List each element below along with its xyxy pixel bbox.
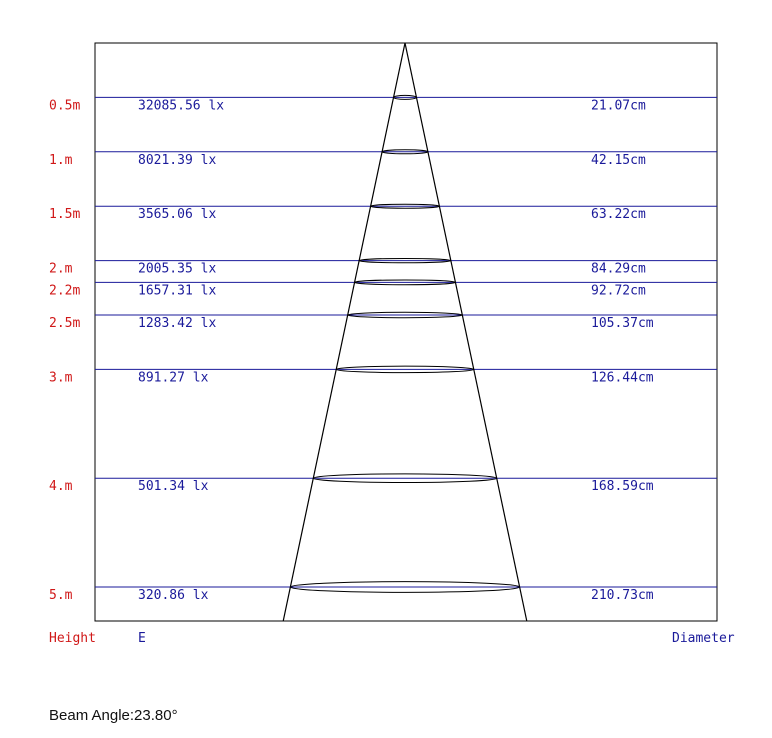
diameter-label: 105.37cm [591,316,654,331]
diameter-label: 63.22cm [591,207,646,223]
height-label: 0.5m [49,98,81,114]
height-column-label: Height [49,631,96,646]
height-label: 1.5m [49,207,81,223]
illuminance-label: 2005.35 lx [138,261,217,277]
diameter-label: 42.15cm [591,152,646,168]
diameter-label: 126.44cm [591,370,654,386]
diameter-label: 168.59cm [591,479,654,495]
diameter-label: 84.29cm [591,261,646,277]
height-label: 4.m [49,479,73,495]
diameter-column-label: Diameter [672,631,735,646]
illuminance-label: 501.34 lx [138,479,209,495]
height-label: 3.m [49,370,73,386]
height-label: 5.m [49,588,73,603]
illuminance-label: 1657.31 lx [138,283,217,299]
illuminance-label: 3565.06 lx [138,207,217,223]
cone-edge-left [283,43,405,621]
beam-angle-label: Beam Angle:23.80° [49,707,178,724]
plot-frame [95,43,717,621]
cone-edge-right [405,43,527,621]
height-label: 2.m [49,261,73,277]
height-label: 2.2m [49,283,81,299]
illuminance-label: 320.86 lx [138,588,209,603]
illuminance-label: 8021.39 lx [138,152,217,168]
illuminance-column-label: E [138,631,146,646]
diameter-label: 92.72cm [591,283,646,299]
illuminance-label: 1283.42 lx [138,316,217,331]
diameter-label: 210.73cm [591,588,654,603]
illuminance-label: 891.27 lx [138,370,209,386]
height-label: 1.m [49,152,73,168]
diameter-label: 21.07cm [591,98,646,114]
illuminance-label: 32085.56 lx [138,98,225,114]
height-label: 2.5m [49,316,81,331]
